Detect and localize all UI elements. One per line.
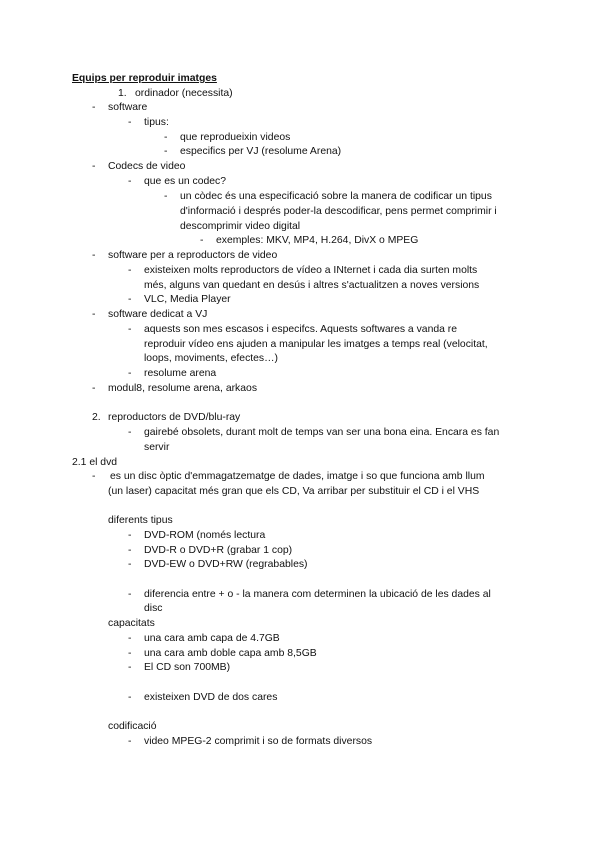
list-number: 2. xyxy=(92,412,101,423)
dash-bullet: - xyxy=(92,383,96,394)
list-item: modul8, resolume arena, arkaos xyxy=(108,383,258,394)
list-item: DVD-ROM (només lectura xyxy=(144,530,266,541)
list-item-continuation: d'informació i després poder-la descodificar, pens permet comprimir i xyxy=(180,206,497,217)
subheading: capacitats xyxy=(108,618,155,629)
list-item: resolume arena xyxy=(144,368,217,379)
list-number: 1. xyxy=(118,88,127,99)
dash-bullet: - xyxy=(164,146,168,157)
list-item-continuation: descomprimir video digital xyxy=(180,221,301,232)
list-item: que reprodueixin videos xyxy=(180,132,291,143)
dash-bullet: - xyxy=(128,648,132,659)
list-item: que es un codec? xyxy=(144,176,227,187)
list-item: software xyxy=(108,102,148,113)
list-item-continuation: reproduir vídeo ens ajuden a manipular les imatges a temps real (velocitat, xyxy=(144,339,488,350)
list-item: especifics per VJ (resolume Arena) xyxy=(180,146,342,157)
dash-bullet: - xyxy=(128,633,132,644)
list-item: software dedicat a VJ xyxy=(108,309,208,320)
dash-bullet: - xyxy=(128,559,132,570)
list-item: gairebé obsolets, durant molt de temps van ser una bona eina. Encara es fan xyxy=(144,427,500,438)
dash-bullet: - xyxy=(164,191,168,202)
list-item: un còdec és una especificació sobre la manera de codificar un tipus xyxy=(180,191,492,202)
dash-bullet: - xyxy=(128,427,132,438)
list-item: DVD-R o DVD+R (grabar 1 cop) xyxy=(144,545,293,556)
list-item-continuation: disc xyxy=(144,603,163,614)
list-item: existeixen molts reproductors de vídeo a INternet i cada dia surten molts xyxy=(144,265,478,276)
list-item-continuation: servir xyxy=(144,442,170,453)
list-item-continuation: més, alguns van quedant en desús i altres s'actualitzen a noves versions xyxy=(144,280,480,291)
list-item: aquests son mes escasos i especifcs. Aquests softwares a vanda re xyxy=(144,324,458,335)
page-title: Equips per reproduir imatges xyxy=(72,73,217,84)
list-item: una cara amb capa de 4.7GB xyxy=(144,633,280,644)
dash-bullet: - xyxy=(92,309,96,320)
dash-bullet: - xyxy=(200,235,204,246)
list-item: DVD-EW o DVD+RW (regrabables) xyxy=(144,559,308,570)
dash-bullet: - xyxy=(128,117,132,128)
section-heading: 2.1 el dvd xyxy=(72,457,118,468)
list-item: exemples: MKV, MP4, H.264, DivX o MPEG xyxy=(216,235,419,246)
list-item: VLC, Media Player xyxy=(144,294,231,305)
list-item: diferencia entre + o - la manera com determinen la ubicació de les dades al xyxy=(144,589,491,600)
dash-bullet: - xyxy=(128,589,132,600)
dash-bullet: - xyxy=(164,132,168,143)
dash-bullet: - xyxy=(128,324,132,335)
dash-bullet: - xyxy=(128,368,132,379)
list-item: una cara amb doble capa amb 8,5GB xyxy=(144,648,317,659)
dash-bullet: - xyxy=(128,265,132,276)
list-item: existeixen DVD de dos cares xyxy=(144,692,278,703)
dash-bullet: - xyxy=(128,736,132,747)
list-item: reproductors de DVD/blu-ray xyxy=(108,412,241,423)
list-item-continuation: loops, moviments, efectes…) xyxy=(144,353,278,364)
list-item: El CD son 700MB) xyxy=(144,662,231,673)
dash-bullet: - xyxy=(92,250,96,261)
list-item: tipus: xyxy=(144,117,169,128)
list-item: software per a reproductors de video xyxy=(108,250,278,261)
subheading: codificació xyxy=(108,721,157,732)
list-item: video MPEG-2 comprimit i so de formats diversos xyxy=(144,736,373,747)
dash-bullet: - xyxy=(128,545,132,556)
dash-bullet: - xyxy=(128,176,132,187)
dash-bullet: - xyxy=(128,692,132,703)
dash-bullet: - xyxy=(128,662,132,673)
list-item: ordinador (necessita) xyxy=(135,88,233,99)
dash-bullet: - xyxy=(92,471,96,482)
dash-bullet: - xyxy=(128,294,132,305)
list-item: Codecs de video xyxy=(108,161,186,172)
dash-bullet: - xyxy=(92,161,96,172)
dash-bullet: - xyxy=(128,530,132,541)
list-item: es un disc òptic d'emmagatzematge de dades, imatge i so que funciona amb llum xyxy=(110,471,485,482)
subheading: diferents tipus xyxy=(108,515,173,526)
list-item-continuation: (un laser) capacitat més gran que els CD, Va arribar per substituir el CD i el VHS xyxy=(108,486,480,497)
dash-bullet: - xyxy=(92,102,96,113)
